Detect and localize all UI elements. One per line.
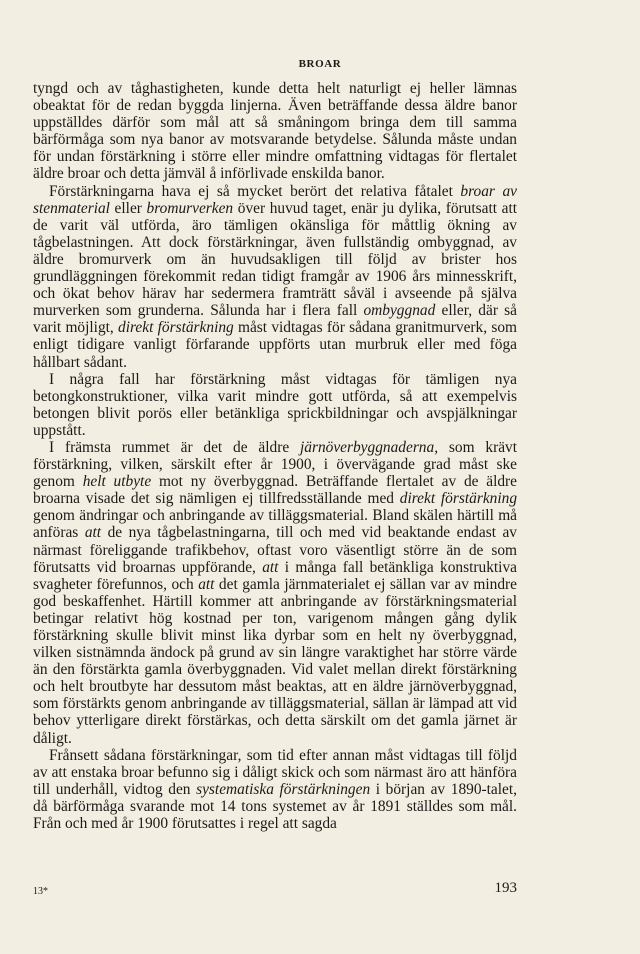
italic-text: systematiska förstärkningen — [196, 780, 371, 798]
text-run: genom ändringar och anbringande av tilläggsmaterial. Bland skälen härtill må anföras — [33, 507, 517, 542]
italic-text: ombyggnad — [363, 302, 436, 320]
italic-text: bromurverken — [146, 199, 234, 217]
paragraph — [33, 747, 517, 832]
body-text — [33, 80, 517, 832]
italic-text: helt utbyte — [82, 473, 152, 491]
paragraph — [33, 439, 517, 747]
text-run: eller, där så varit möjligt, — [33, 302, 517, 337]
text-run: över huvud taget, enär ju dylika, förutsatt att de varit väl utförda, äro tämligen okänsliga för måttlig ökning av tågbelastningen. Att dock förstärkningar, även fullständig ombyggnad, av äldre bromurverk om än huvudsakligen till följd av brister hos grundläggningen förekommit redan tidigt framgår av 1906 års minnesskrift, och ökat behov härav har sedermera framträtt såväl i avseende på själva murverken som grunderna. Sålunda har i flera fall — [33, 199, 517, 320]
text-run: I främsta rummet är det de äldre — [49, 438, 300, 456]
running-header: BROAR — [298, 58, 342, 70]
text-run: i början av 1890-talet, då bärförmåga svarande mot 14 tons systemet av år 1891 ställdes som mål. Från och med år 1900 förutsattes i regel att sagda — [33, 780, 517, 833]
paragraph — [33, 183, 517, 371]
text-run: Förstärkningarna hava ej så mycket berört det relativa fåtalet — [49, 182, 461, 200]
italic-text: järnöverbyggnaderna, — [299, 438, 439, 456]
text-run: eller — [109, 199, 147, 217]
italic-text: att — [84, 524, 102, 542]
italic-text: direkt förstärkning — [399, 490, 518, 508]
text-run: I några fall har förstärkning måst vidtagas för tämligen nya betongkonstruktioner, vilka varit mindre gott utförda, så att exempelvis betongen blivit porös eller betänkliga sprickbildningar och avspjälkningar uppstått. — [33, 370, 517, 439]
italic-text: att — [262, 558, 279, 576]
text-run: tyngd och av tåghastigheten, kunde detta helt naturligt ej heller lämnas obeaktat för de redan byggda linjerna. Även beträffande dessa äldre banor uppställdes därför som mål att så småningom bringa dem till samma bärförmåga som nya banor av motsvarande betydelse. Sålunda måste undan för undan förstärkning i större eller mindre omfattning vidtagas för flertalet äldre broar och detta jämväl å införlivade enskilda banor. — [33, 80, 517, 183]
text-run: Frånsett sådana förstärkningar, som tid efter annan måst vidtagas till följd av att enstaka broar befunno sig i dåligt skick och som närmast äro att hänföra till underhåll, vidtog den — [33, 746, 517, 798]
paragraph — [33, 371, 517, 439]
text-run: det gamla järnmaterialet ej sällan var av mindre god beskaffenhet. Härtill kommer att anbringande av förstärkningsmaterial betingar relativt hög kostnad per ton, varigenom mången gång dylik förstärkning skulle blivit minst lika dyrbar som en helt ny överbyggnad, vilken sistnämnda ändock på grund av sin längre varaktighet har större värde än den förstärkta gamla överbyggnaden. Vid valet mellan direkt förstärkning och helt broutbyte har dessutom måst beaktas, att en äldre järnöverbyggnad, som förstärkts genom anbringande av tilläggsmaterial, sällan är lämpad att vid behov ytterligare direkt förstärkas, och detta särskilt om det gamla järnet är dåligt. — [33, 575, 517, 747]
italic-text: att — [198, 575, 215, 593]
text-run: i många fall betänkliga konstruktiva svagheter förefunnos, och — [33, 558, 517, 593]
italic-text: direkt förstärkning — [118, 319, 234, 337]
text-run: mot ny överbyggnad. Beträffande flertalet av de äldre broarna visade det sig nämligen ej tillfredsställande med — [33, 473, 518, 508]
page-number: 193 — [494, 880, 517, 896]
paragraph — [33, 80, 517, 183]
text-run: de nya tågbelastningarna, till och med vid beaktande endast av närmast föreliggande trafikbehov, oftast voro väsentligt större än de som förutsatts vid broarnas uppförande, — [33, 524, 518, 576]
italic-text: broar av stenmaterial — [33, 182, 517, 217]
signature-mark: 13* — [33, 886, 48, 897]
text-run: måst vidtagas för sådana granitmurverk, som enligt tidigare vanligt förfarande uppförts utan murbruk eller med föga hållbart sådant. — [33, 319, 518, 371]
text-run: som krävt förstärkning, vilken, särskilt efter år 1900, i övervägande grad måst ske genom — [33, 438, 517, 491]
